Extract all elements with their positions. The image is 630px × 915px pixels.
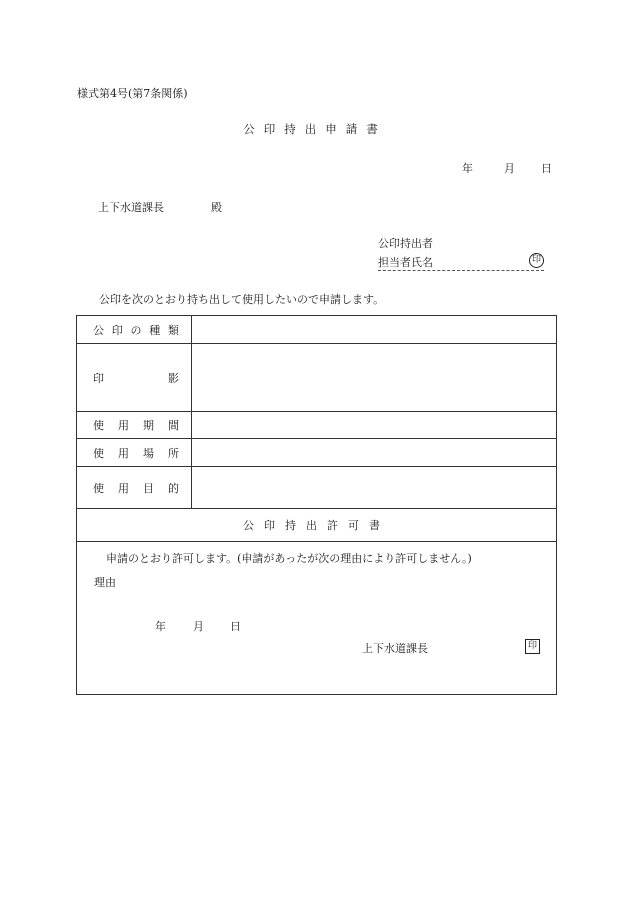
intro-text: 公印を次のとおり持ち出して使用したいので申請します。 [99, 293, 385, 306]
label-char: 印 [111, 323, 123, 337]
label-char: 間 [168, 419, 179, 432]
permit-cell [77, 542, 557, 695]
label-char: 使 [93, 446, 104, 460]
applicant-name-label: 担当者氏名 [378, 256, 433, 269]
row-label [77, 445, 191, 461]
document-title: 公印持出申請書 [243, 122, 387, 136]
table-row [77, 467, 557, 509]
row-label-cell [77, 439, 192, 467]
label-char: 使 [93, 481, 104, 495]
label-char: 場 [143, 446, 154, 460]
row-label-cell [77, 467, 192, 509]
row-label [77, 417, 191, 433]
applicant-name-line[interactable] [378, 253, 544, 271]
row-label-cell [77, 316, 192, 344]
table-row [77, 509, 557, 542]
label-char: の [130, 323, 142, 337]
table-row [77, 316, 557, 344]
label-char: 用 [118, 419, 129, 432]
permit-date [155, 618, 241, 634]
row-label [77, 322, 191, 338]
reason-label: 理由 [94, 576, 116, 589]
seal-impression-field[interactable] [192, 344, 557, 412]
label-char: 種 [149, 323, 161, 337]
permit-date-month: 月 [193, 620, 204, 633]
table-row [77, 542, 557, 695]
permit-body [77, 542, 556, 694]
date-month-label: 月 [504, 162, 515, 175]
table-row [77, 344, 557, 412]
permit-date-day: 日 [230, 620, 241, 633]
usage-purpose-field[interactable] [192, 467, 557, 509]
date-year-label: 年 [462, 162, 473, 175]
addressee [98, 199, 222, 215]
permit-text: 申請のとおり許可します。(申請があったが次の理由により許可しません。) [106, 552, 472, 565]
label-char: 印 [93, 371, 104, 385]
date-day-label: 日 [541, 162, 552, 175]
label-char: 期 [143, 419, 154, 432]
row-label [77, 370, 191, 386]
row-label-cell [77, 412, 192, 439]
permit-signer: 上下水道課長 [362, 642, 428, 655]
seal-icon: 印 [525, 639, 540, 654]
form-number: 様式第4号(第7条関係) [77, 87, 188, 100]
addressee-name: 上下水道課長 [98, 201, 164, 214]
row-label-cell [77, 344, 192, 412]
label-char: 類 [168, 323, 179, 337]
label-char: 用 [118, 481, 129, 495]
application-table [76, 315, 557, 695]
table-row [77, 412, 557, 439]
seal-icon: 印 [529, 253, 544, 268]
label-char: 使 [93, 419, 104, 432]
seal-type-field[interactable] [192, 316, 557, 344]
applicant-label: 公印持出者 [378, 237, 433, 250]
label-char: 公 [93, 323, 104, 337]
label-char: 的 [168, 481, 179, 495]
label-char: 用 [118, 446, 129, 460]
usage-place-field[interactable] [192, 439, 557, 467]
addressee-honorific: 殿 [211, 201, 222, 214]
row-label [77, 480, 191, 496]
permit-date-year: 年 [155, 620, 166, 633]
application-date [462, 160, 552, 176]
label-char: 目 [143, 481, 154, 495]
label-char: 影 [168, 371, 179, 385]
usage-period-field[interactable] [192, 412, 557, 439]
permit-title: 公印持出許可書 [77, 509, 557, 542]
label-char: 所 [168, 446, 179, 460]
table-row [77, 439, 557, 467]
